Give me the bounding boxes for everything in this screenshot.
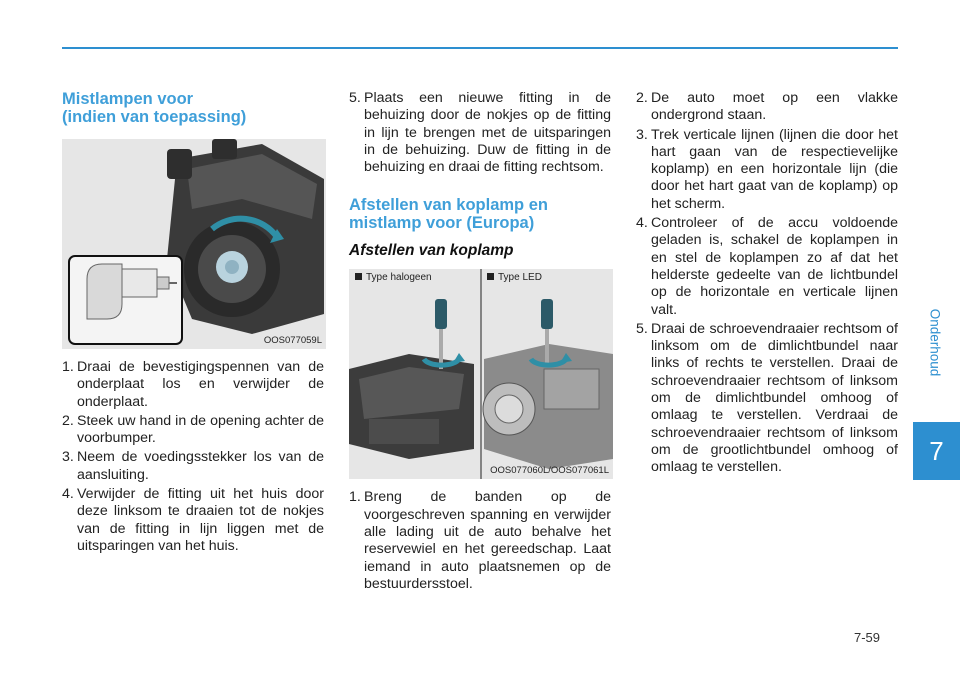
list-item [349, 489, 611, 593]
bullet-square-icon [355, 273, 362, 280]
column-2 [349, 90, 611, 595]
fog-lamp-illustration [62, 139, 326, 349]
step-text: Verwijder de fitting uit het huis door deze linksom te draaien tot de nokjes van de fitting in lijn liggen met de uitsparingen van het huis. [77, 486, 324, 554]
section-title-fog-lamps [62, 90, 324, 126]
list-item [636, 215, 898, 319]
step-text: Draai de bevestigingspennen van de onderplaat los en verwijder de onderplaat. [77, 359, 324, 410]
step-text: De auto moet op een vlakke ondergrond staan. [651, 90, 898, 124]
step-text: Steek uw hand in de opening achter de voorbumper. [77, 412, 324, 447]
step-text: Neem de voedingsstekker los van de aansluiting. [77, 449, 324, 483]
step-number: 1. [62, 359, 74, 375]
label-halogen [355, 272, 432, 283]
title-line-2: mistlamp voor (Europa) [349, 214, 535, 233]
steps-list-2-continued [636, 90, 898, 477]
step-number: 4. [636, 215, 648, 232]
title-line-1: Mistlampen voor [62, 90, 194, 108]
list-item [636, 321, 898, 477]
step-number: 2. [62, 412, 74, 429]
list-item [62, 449, 324, 484]
list-item [636, 127, 898, 213]
label-text: Type LED [498, 272, 542, 284]
column-3 [636, 90, 898, 479]
bullet-square-icon [487, 273, 494, 280]
section-title-adjust [349, 196, 611, 232]
headlamp-adjust-illustration [349, 269, 613, 479]
title-line-2: (indien van toepassing) [62, 108, 247, 126]
list-item [349, 90, 611, 176]
list-item [62, 359, 324, 411]
step-text: Draai de schroevendraaier rechtsom of linksom om de dimlichtbundel naar links of rechts te verstellen. Draai de schroevendraaier rechtsom of linksom om de dimlichtbundel omhoog of omlaag te verstellen. Verdraai de schroevendraaier rechtsom of linksom om de grootlichtbundel omhoog of omlaag te verstellen. [651, 320, 898, 476]
label-led [487, 272, 542, 283]
chapter-label-text: Onderhoud [927, 308, 943, 377]
column-1 [62, 90, 324, 557]
steps-list-1 [62, 359, 324, 555]
list-item [636, 90, 898, 125]
page-number: 7-59 [854, 630, 881, 645]
step-number: 5. [349, 90, 361, 106]
list-item [62, 486, 324, 555]
list-item [62, 413, 324, 448]
step-number: 5. [636, 320, 648, 337]
header-rule [62, 47, 898, 49]
step-number: 1. [349, 489, 361, 506]
step-number: 3. [62, 449, 74, 466]
subsection-title: Afstellen van koplamp [349, 242, 514, 260]
label-text: Type halogeen [366, 272, 432, 284]
step-text: Controleer of de accu voldoende geladen is, schakel de koplampen in en stel de koplampen zo af dat het helderste gedeelte van de lichtbundel op de horizontale en verticale lijnen valt. [651, 215, 898, 318]
steps-list-2 [349, 489, 611, 593]
headlamp-adjust-figure [349, 269, 613, 479]
step-number: 2. [636, 90, 648, 106]
chapter-tab: 7 [913, 422, 960, 480]
fog-lamp-figure [62, 139, 326, 349]
step-text: Trek verticale lijnen (lijnen die door het hart gaan van de respectievelijke koplamp) en een horizontale lijn (die door het hart gaat van de koplamp) op het scherm. [651, 126, 898, 212]
title-line-1: Afstellen van koplamp en [349, 196, 548, 215]
steps-list-1-continued [349, 90, 611, 176]
figure-code: OOS077059L [263, 335, 322, 346]
step-text: Breng de banden op de voorgeschreven spanning en verwijder alle lading uit de auto behalve het reservewiel en het gereedschap. Laat iemand in auto plaatsnemen op de bestuurdersstoel. [364, 489, 611, 592]
chapter-label [925, 290, 945, 400]
step-number: 3. [636, 126, 648, 143]
step-text: Plaats een nieuwe fitting in de behuizing door de nokjes op de fitting in lijn te brengen met de uitsparingen in de behuizing. Duw de fitting in de behuizing en draai de fitting rechtsom. [364, 90, 611, 176]
figure-code: OOS077060L/OOS077061L [490, 465, 609, 477]
step-number: 4. [62, 486, 74, 503]
